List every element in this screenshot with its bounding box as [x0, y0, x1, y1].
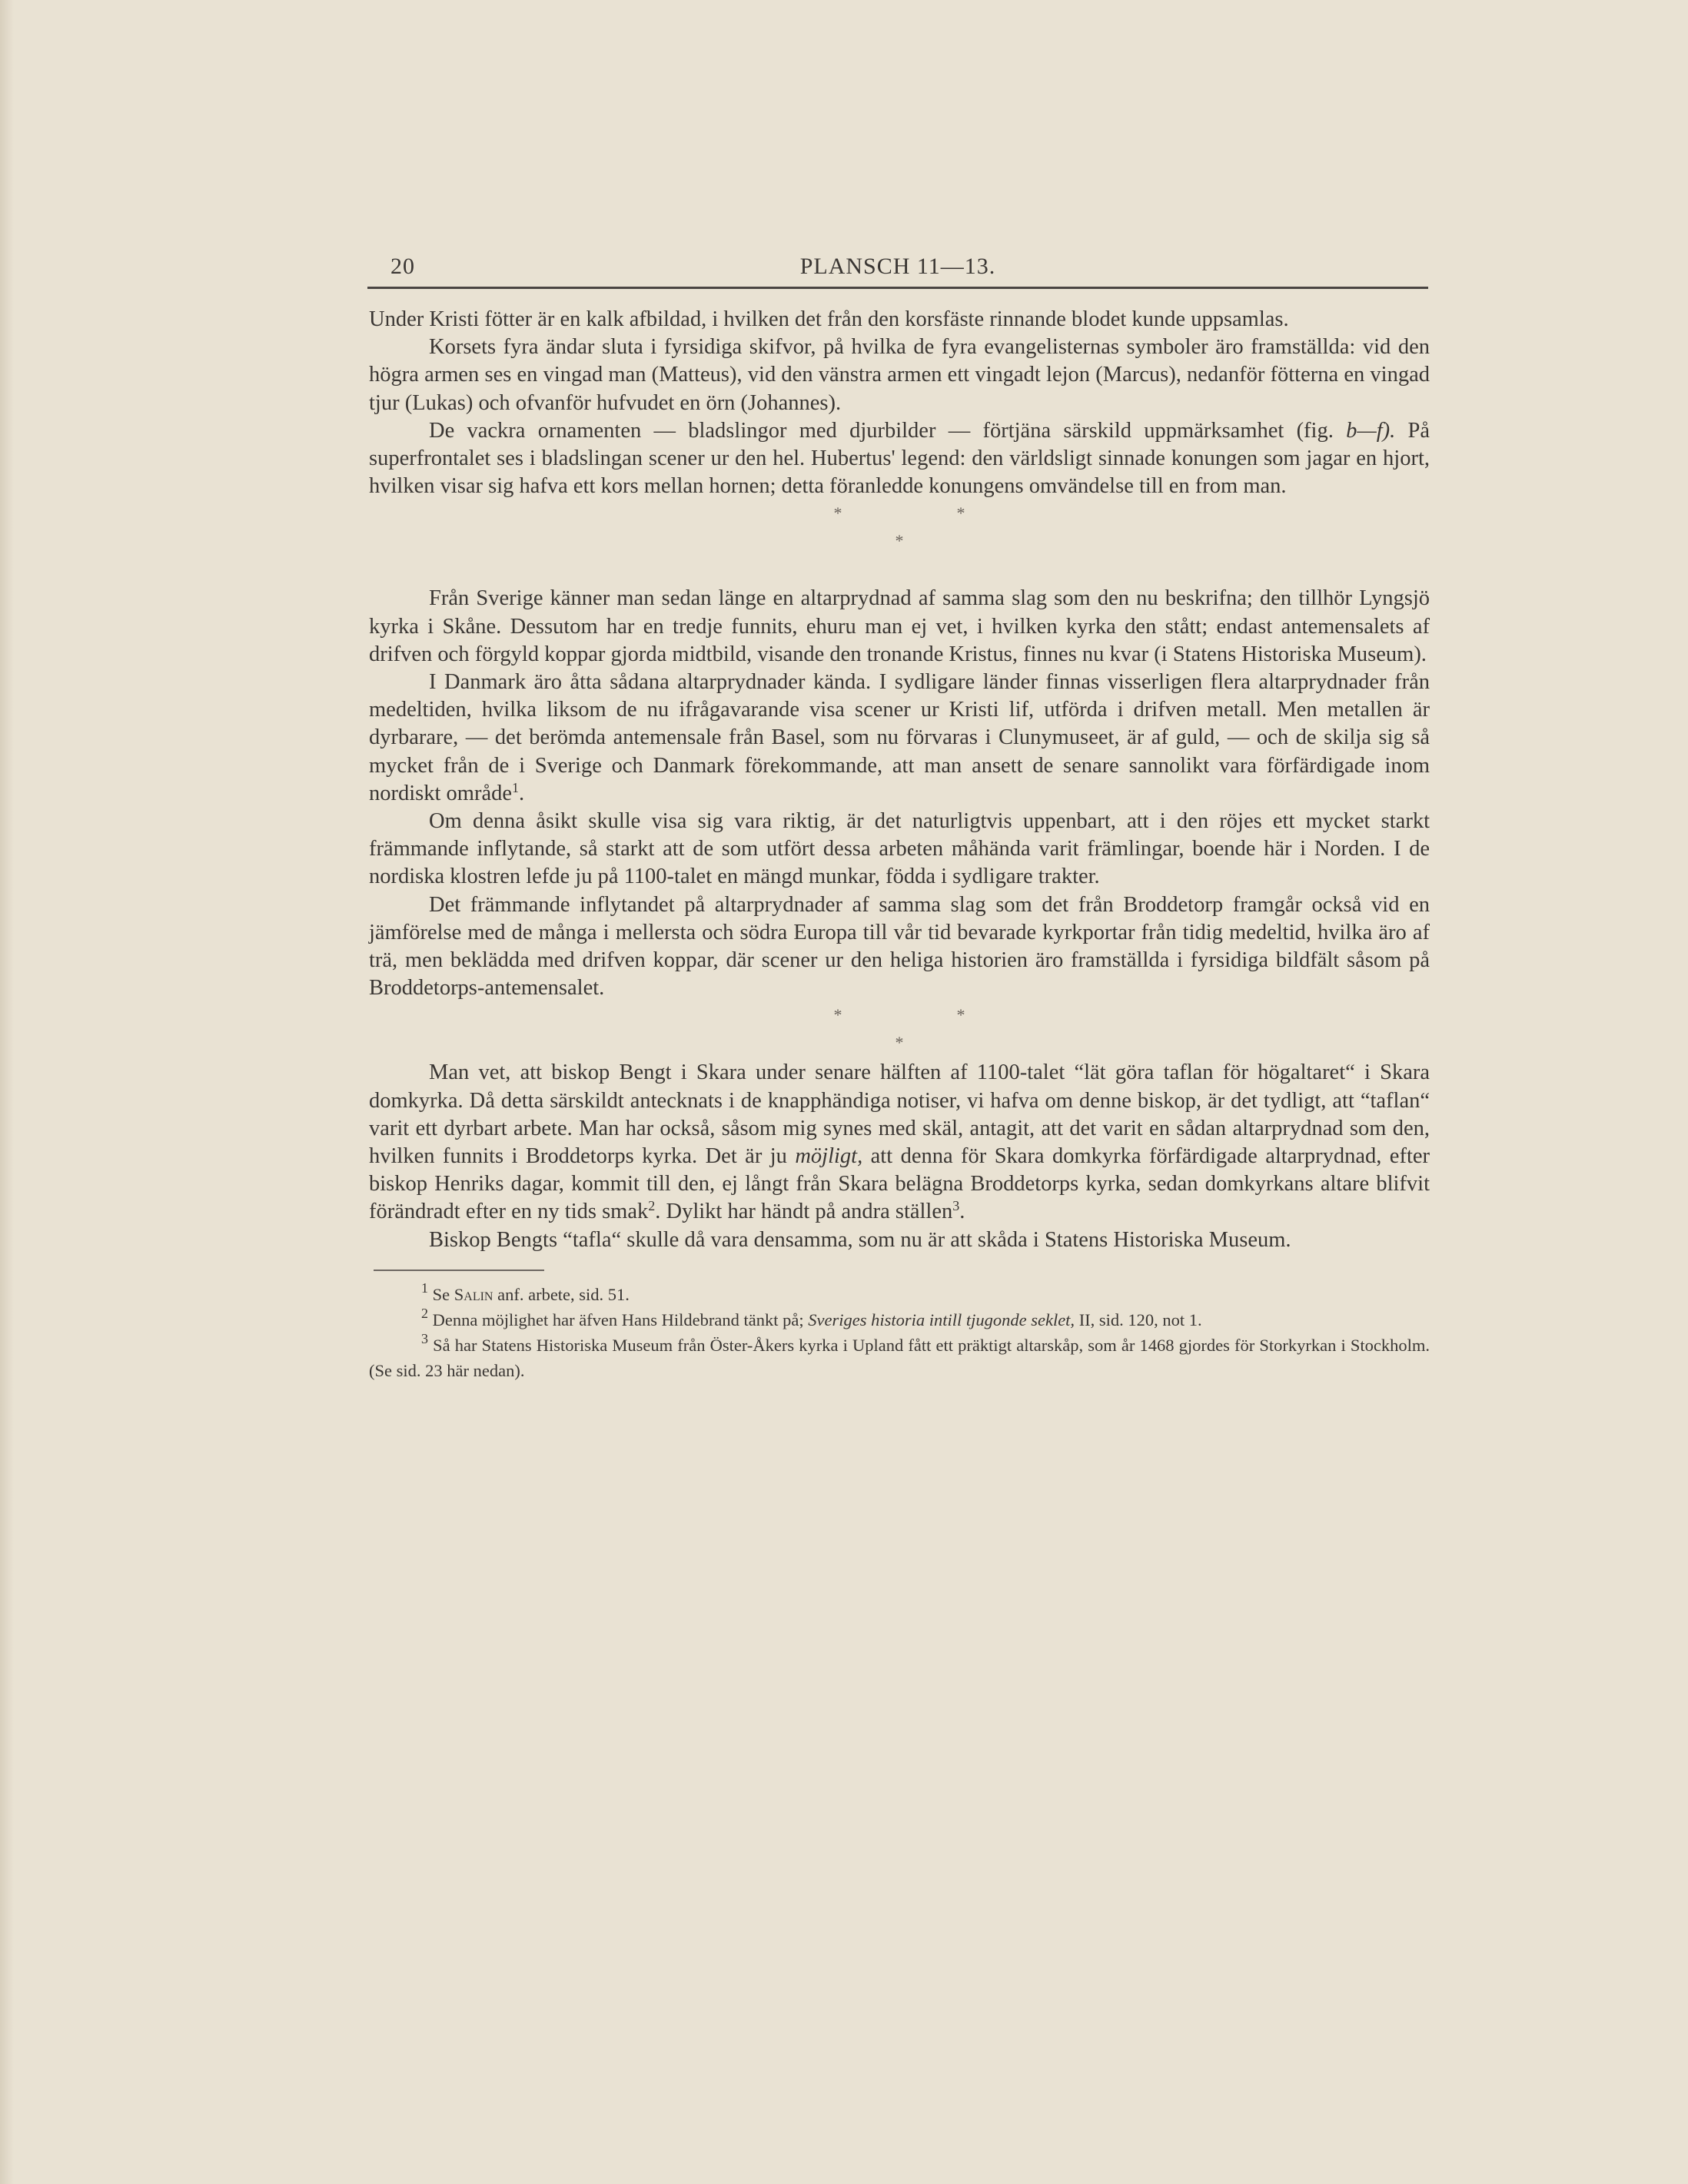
footnote-rule	[374, 1270, 544, 1271]
text-run: I Danmark äro åtta sådana altarprydnader kända. I sydligare länder finnas visserligen flera altarprydnader från medeltiden, hvilka liksom de nu ifrågavarande visa scener ur Kristi lif, utförda i drifven metall. Men metallen är dyrbarare, — det berömda antemensale från Basel, som nu förvaras i Clunymuseet, är af guld, — och de skilja sig så mycket från de i Sverige och Danmark förekommande, att man ansett de senare sannolikt vara förfärdigade inom nordiskt område	[369, 670, 1430, 805]
footnotes	[369, 1282, 1430, 1383]
footnote-3	[369, 1330, 1430, 1383]
body-text	[369, 306, 1430, 1383]
running-title: PLANSCH 11—13.	[799, 254, 996, 279]
footnote-number: 2	[421, 1305, 428, 1321]
author-name: Salin	[454, 1284, 493, 1304]
text-run: anf. arbete, sid. 51.	[493, 1284, 630, 1304]
text-run: .	[519, 781, 525, 805]
paragraph: Korsets fyra ändar sluta i fyrsidiga skifvor, på hvilka de fyra evangelisternas symboler äro framställda: vid den högra armen ses en vingad man (Matteus), vid den vänstra armen ett vingadt lejon (Marcus), nedanför fötterna en vingad tjur (Lukas) och ofvanför hufvudet en örn (Johannes).	[369, 335, 1430, 415]
text-run: Man vet, att biskop Bengt i Skara under senare hälften af 1100-talet “lät göra taflan för högaltaret“ i Skara domkyrka. Då detta särskildt antecknats i de knapphändiga notiser, vi hafva om denne biskop, är det tydligt, att “taflan“ varit ett dyrbart arbete. Man har också, såsom mig synes med skäl, antagit, att det varit en sådan altarprydnad som den, hvilken funnits i Broddetorps kyrka. Det är ju	[369, 1060, 1430, 1169]
footnote-number: 1	[421, 1280, 428, 1296]
paragraph	[369, 669, 1430, 808]
paragraph: Det främmande inflytandet på altarprydnader af samma slag som det från Broddetorp framgår också vid en jämförelse med de många i mellersta och södra Europa till vår tid bevarade kyrkportar från tidig medeltid, hvilka äro af trä, men beklädda med drifven koppar, där scener ur den heliga historien äro framställda i fyrsidiga bildfält såsom på Broddetorps-antemensalet.	[369, 892, 1430, 1001]
page-number: 20	[390, 254, 415, 279]
book-title: Sveriges historia intill tjugonde seklet,	[808, 1309, 1075, 1329]
page-edge-shadow	[0, 0, 14, 2184]
header-rule	[367, 287, 1428, 289]
section-separator	[369, 1002, 1430, 1059]
paragraph: Om denna åsikt skulle visa sig vara riktig, är det naturligtvis uppenbart, att i den röjes ett mycket starkt främmande inflytande, så starkt att de som utfört dessa arbeten måhända varit främlingar, boende här i Norden. I de nordiska klostren lefde ju på 1100-talet en mängd munkar, födda i sydligare trakter.	[369, 809, 1430, 889]
asterisk: *	[833, 503, 842, 523]
asterisk: *	[895, 531, 904, 551]
footnote-1	[369, 1282, 1430, 1307]
asterisk: *	[956, 1005, 965, 1025]
paragraph: Under Kristi fötter är en kalk afbildad, i hvilken det från den korsfäste rinnande blodet kunde uppsamlas.	[369, 307, 1289, 331]
text-run: II, sid. 120, not 1.	[1075, 1309, 1202, 1329]
footnote-2	[369, 1307, 1430, 1333]
section-separator	[369, 500, 1430, 557]
text-run: På superfrontalet ses i bladslingan scener ur den hel. Hubertus' legend: den världsligt sinnade konungen som jagar en hjort, hvilken visar sig hafva ett kors mellan hornen; detta föranledde konungens omvändelse till en from man.	[369, 418, 1430, 499]
text-run: .	[959, 1200, 965, 1224]
paragraph	[369, 417, 1430, 501]
asterisk: *	[833, 1005, 842, 1025]
paragraph: Från Sverige känner man sedan länge en altarprydnad af samma slag som den nu beskrifna; den tillhör Lyngsjö kyrka i Skåne. Dessutom har en tredje funnits, ehuru man ej vet, i hvilken kyrka den stått; endast antemensalets af drifven och förgyld koppar gjorda midtbild, visande den tronande Kristus, finnes nu kvar (i Statens Historiska Museum).	[369, 586, 1430, 666]
paragraph	[369, 1059, 1430, 1226]
page-header	[367, 254, 1428, 290]
text-run: Denna möjlighet har äfven Hans Hildebrand tänkt på;	[428, 1309, 809, 1329]
emphasis: möjligt,	[795, 1144, 863, 1169]
footnote-number: 3	[421, 1330, 428, 1346]
text-run: Så har Statens Historiska Museum från Öster-Åkers kyrka i Upland fått ett präktigt altarskåp, som år 1468 gjordes för Storkyrkan i Stockholm. (Se sid. 23 här nedan).	[369, 1335, 1430, 1380]
text-run: . Dylikt har händt på andra ställen	[655, 1200, 953, 1224]
figure-reference: b—f).	[1346, 418, 1396, 443]
text-run: att denna för Skara domkyrka förfärdigade altarprydnad, efter biskop Henriks dagar, kommit till den, ej långt från Skara belägna Broddetorps kyrka, sedan domkyrkans altare blifvit förändradt efter en ny tids smak	[369, 1144, 1430, 1224]
footnote-reference: 2	[648, 1198, 656, 1214]
footnote-reference: 1	[512, 779, 520, 795]
text-run: De vackra ornamenten — bladslingor med djurbilder — förtjäna särskild uppmärksamhet (fig.	[429, 418, 1347, 443]
footnote-reference: 3	[952, 1198, 960, 1214]
paragraph: Biskop Bengts “tafla“ skulle då vara densamma, som nu är att skåda i Statens Historiska Museum.	[429, 1227, 1291, 1252]
asterisk: *	[956, 503, 965, 523]
asterisk: *	[895, 1033, 904, 1053]
text-run: Se	[428, 1284, 454, 1304]
